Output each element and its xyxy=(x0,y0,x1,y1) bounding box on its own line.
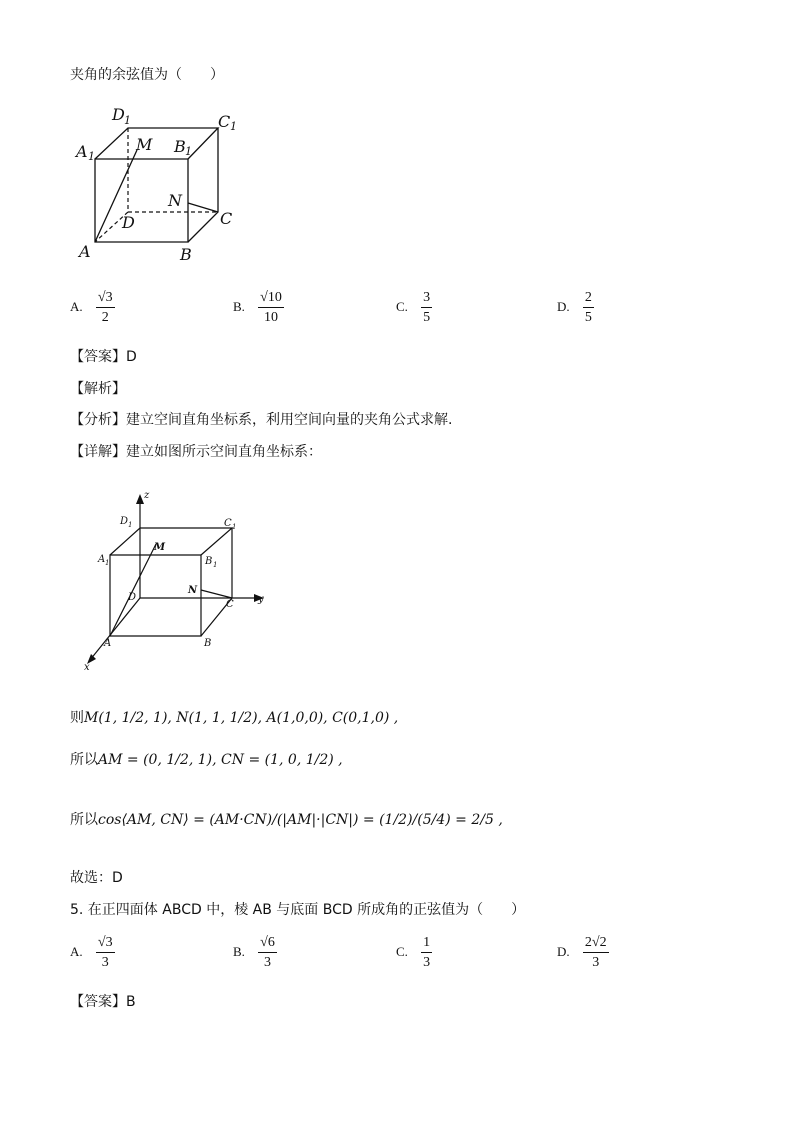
coords-text: M(1, 1/2, 1), N(1, 1, 1/2), A(1,0,0), C(0,1,0) , xyxy=(84,710,399,726)
fenxi-text: 【分析】建立空间直角坐标系，利用空间向量的夹角公式求解. xyxy=(70,412,453,428)
svg-text:1: 1 xyxy=(128,521,133,529)
answer-label: 【答案】D xyxy=(70,349,137,365)
cos-prefix: 所以 xyxy=(70,812,98,828)
coordinate-cube-figure xyxy=(80,488,280,673)
option-c[interactable]: C. $\frac{3}{5}$ xyxy=(396,290,431,325)
coord-label-n: N xyxy=(188,585,198,596)
question-5-stem: 5. 在正四面体 ABCD 中，棱 AB 与底面 BCD 所成角的正弦值为（ ） xyxy=(70,902,526,918)
coord-label-b1: B xyxy=(205,556,213,567)
label-a1: A xyxy=(76,142,88,161)
q5-answer: 【答案】B xyxy=(70,994,136,1010)
question-stem-tail: 夹角的余弦值为（ ） xyxy=(70,67,224,83)
cube-figure xyxy=(70,100,250,270)
label-m: M xyxy=(136,135,153,154)
svg-text:1: 1 xyxy=(213,561,218,569)
axis-x-label: x xyxy=(84,662,90,673)
svg-text:1: 1 xyxy=(230,120,237,133)
vectors-text: AM = (0, 1/2, 1), CN = (1, 0, 1/2) , xyxy=(98,752,343,768)
analysis-label: 【解析】 xyxy=(70,381,126,397)
axis-y-label: y xyxy=(258,594,264,605)
option-b[interactable]: B. $\frac{√10}{10}$ xyxy=(233,290,282,325)
xiangjie-text: 【详解】建立如图所示空间直角坐标系： xyxy=(70,444,322,460)
coords-prefix: 则 xyxy=(70,710,84,726)
option-a[interactable]: A. $\frac{√3}{2}$ xyxy=(70,290,113,325)
svg-text:1: 1 xyxy=(232,523,237,531)
vectors-line xyxy=(70,742,343,778)
coord-label-a: A xyxy=(104,638,112,649)
coord-label-m: M xyxy=(154,542,166,553)
cos-text: cos⟨AM, CN⟩ = (AM·CN)/(|AM|·|CN|) = (1/2)/(5/4) = 2/5 , xyxy=(98,812,503,828)
coord-label-b: B xyxy=(204,638,212,649)
label-a: A xyxy=(79,242,91,261)
coord-label-d: D xyxy=(128,592,137,603)
coord-label-c1: C xyxy=(224,518,232,529)
coords-line xyxy=(70,700,398,736)
option-d[interactable]: D. $\frac{2}{5}$ xyxy=(557,290,592,325)
label-c: C xyxy=(220,209,233,228)
q5-option-c[interactable]: C. $\frac{1}{3}$ xyxy=(396,935,431,970)
coord-label-c: C xyxy=(226,599,234,610)
label-b1: B xyxy=(174,137,186,156)
coord-label-d1: D xyxy=(120,516,129,527)
label-c1: C xyxy=(218,112,231,131)
q5-option-d[interactable]: D. $\frac{2√2}{3}$ xyxy=(557,935,607,970)
svg-text:1: 1 xyxy=(105,559,110,567)
label-n: N xyxy=(168,191,182,210)
vectors-prefix: 所以 xyxy=(70,752,98,768)
svg-text:1: 1 xyxy=(88,150,95,163)
q5-option-b[interactable]: B. $\frac{√6}{3}$ xyxy=(233,935,275,970)
axis-z-label: z xyxy=(144,490,150,501)
label-b: B xyxy=(180,245,192,264)
svg-text:1: 1 xyxy=(124,114,131,127)
label-d1: D xyxy=(112,105,125,124)
cos-line xyxy=(70,800,503,840)
final-choice: 故选：D xyxy=(70,870,123,886)
label-d: D xyxy=(122,213,135,232)
svg-text:1: 1 xyxy=(185,145,192,158)
q5-option-a[interactable]: A. $\frac{√3}{3}$ xyxy=(70,935,113,970)
coord-label-a1: A xyxy=(98,554,106,565)
